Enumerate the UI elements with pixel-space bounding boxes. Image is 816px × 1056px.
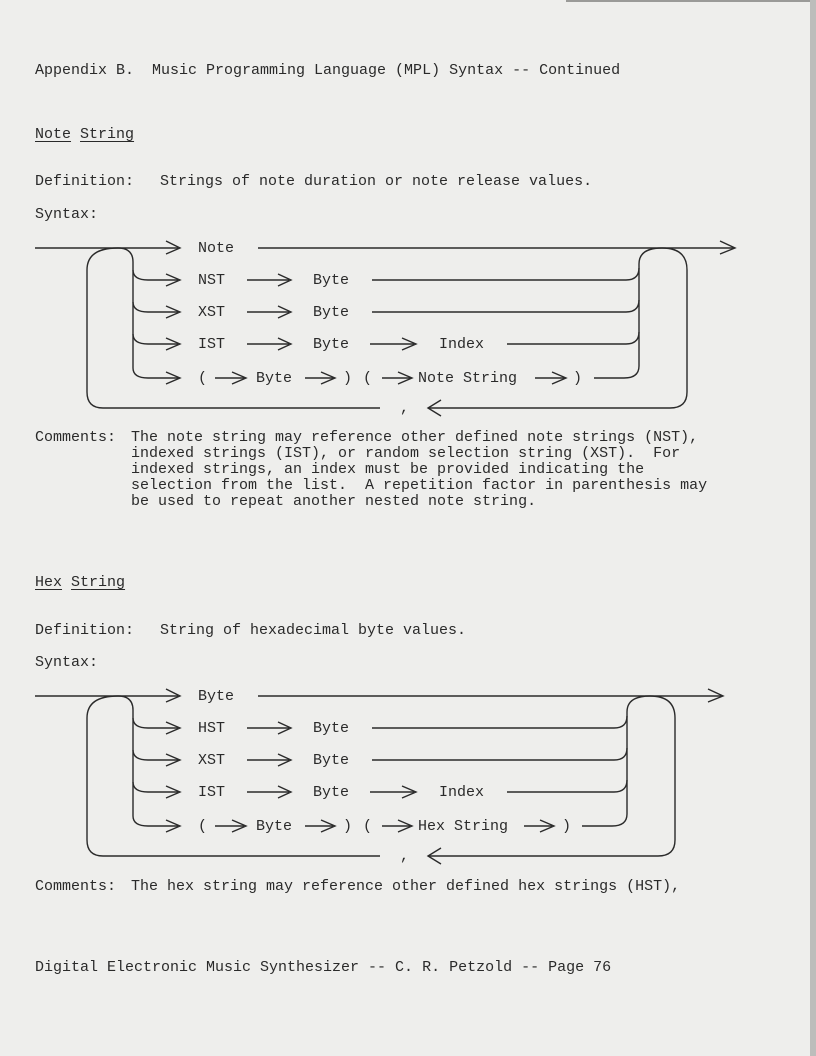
diagram-item: XST — [198, 752, 226, 769]
diagram-item: Hex String — [418, 818, 509, 835]
definition-text: Strings of note duration or note release values. — [160, 173, 593, 190]
syntax-diagram — [0, 678, 816, 863]
diagram-item: Byte — [313, 336, 350, 353]
diagram-item: ) — [343, 370, 353, 387]
diagram-item: Byte — [313, 304, 350, 321]
diagram-item: XST — [198, 304, 226, 321]
section-title-word: Hex — [35, 574, 63, 591]
diagram-item: ) — [562, 818, 572, 835]
comments-label: Comments: — [35, 429, 117, 446]
diagram-item: Byte — [256, 370, 293, 387]
diagram-item: ( — [363, 370, 373, 387]
comments-line: selection from the list. A repetition factor in parenthesis may — [131, 477, 708, 494]
scan-top-edge — [566, 0, 816, 2]
diagram-lines — [35, 241, 735, 416]
diagram-item: ( — [363, 818, 373, 835]
diagram-item: Byte — [313, 720, 350, 737]
diagram-item: IST — [198, 336, 226, 353]
diagram-lines — [35, 689, 723, 864]
diagram-item: Byte — [313, 784, 350, 801]
definition-text: String of hexadecimal byte values. — [160, 622, 467, 639]
diagram-item: Byte — [313, 752, 350, 769]
definition-label: Definition: — [35, 622, 135, 639]
section-title — [35, 127, 134, 143]
diagram-item: Index — [439, 336, 485, 353]
comments-label: Comments: — [35, 878, 117, 895]
diagram-item: ) — [573, 370, 583, 387]
comments-line: indexed strings (IST), or random selection string (XST). For — [131, 445, 681, 462]
diagram-item: Byte — [313, 272, 350, 289]
diagram-item: Index — [439, 784, 485, 801]
diagram-item: HST — [198, 720, 226, 737]
section-title-word: Note — [35, 126, 72, 143]
syntax-label: Syntax: — [35, 654, 99, 671]
diagram-item: Note String — [418, 370, 518, 387]
comments-line: indexed strings, an index must be provided indicating the — [131, 461, 645, 478]
section-title — [35, 575, 125, 591]
scan-right-edge — [810, 0, 816, 1056]
definition-label: Definition: — [35, 173, 135, 190]
syntax-diagram — [0, 230, 816, 415]
page-header: Appendix B. Music Programming Language (MPL) Syntax -- Continued — [35, 62, 621, 79]
diagram-item: NST — [198, 272, 226, 289]
section-title-word: String — [80, 126, 135, 143]
comments-line: The hex string may reference other defined hex strings (HST), — [131, 878, 681, 895]
diagram-item: Byte — [198, 688, 235, 705]
diagram-separator: , — [400, 400, 410, 417]
comments-line: be used to repeat another nested note string. — [131, 493, 537, 510]
diagram-separator: , — [400, 848, 410, 865]
diagram-item: Note — [198, 240, 235, 257]
syntax-label: Syntax: — [35, 206, 99, 223]
diagram-item: Byte — [256, 818, 293, 835]
diagram-item: ( — [198, 818, 208, 835]
diagram-item: ) — [343, 818, 353, 835]
diagram-item: IST — [198, 784, 226, 801]
section-title-word: String — [71, 574, 126, 591]
page-footer: Digital Electronic Music Synthesizer -- C. R. Petzold -- Page 76 — [35, 959, 612, 976]
diagram-item: ( — [198, 370, 208, 387]
comments-line: The note string may reference other defined note strings (NST), — [131, 429, 699, 446]
